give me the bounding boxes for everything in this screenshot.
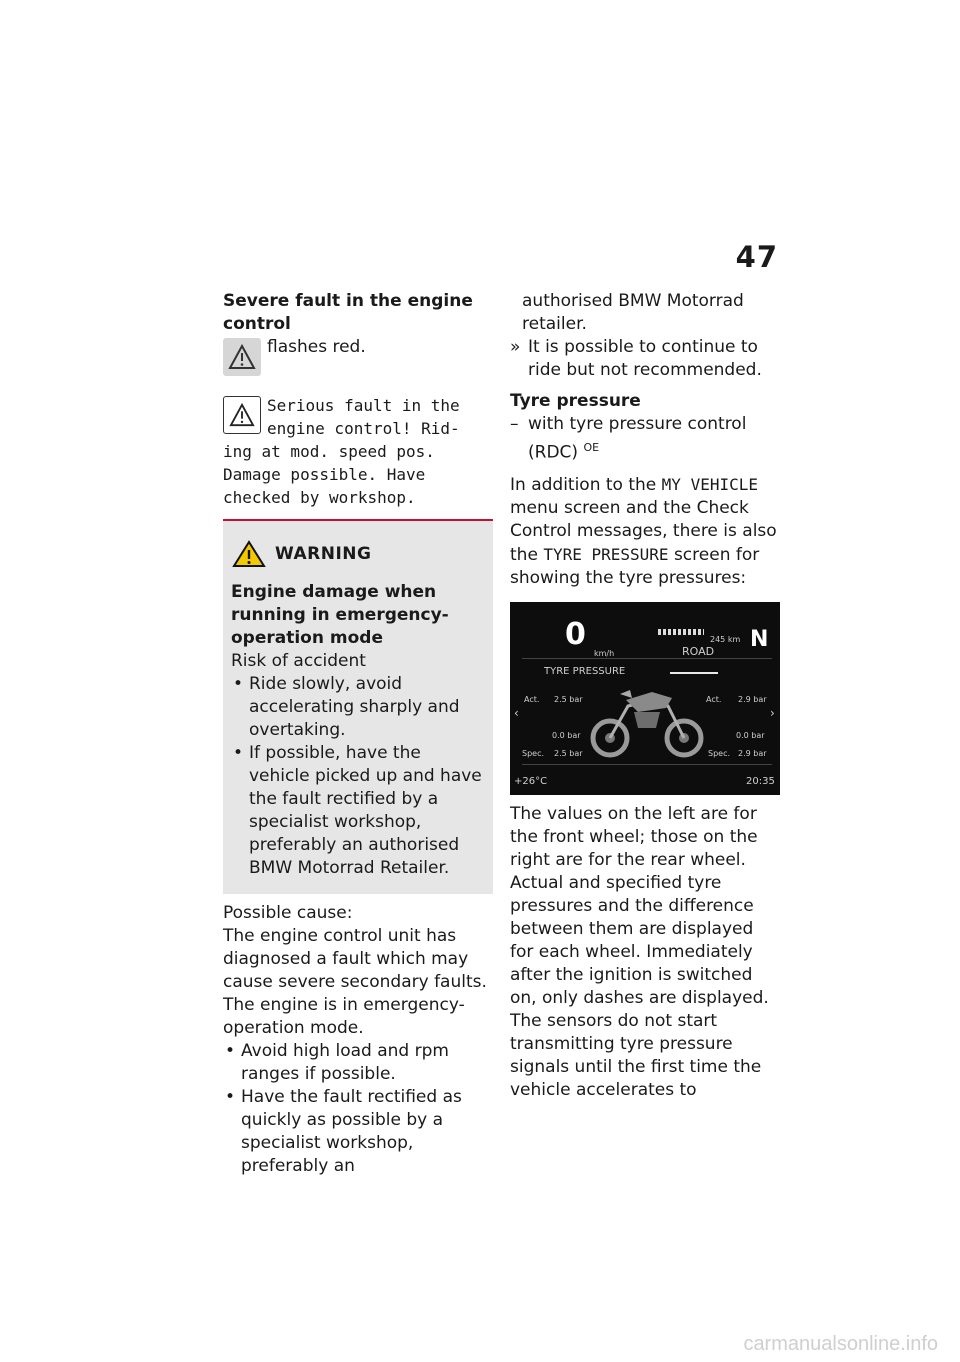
result-item: » It is possible to continue to ride but not recommended. bbox=[510, 336, 780, 382]
front-diff-value: 0.0 bar bbox=[552, 730, 581, 740]
warning-bullets bbox=[231, 673, 485, 880]
right-column bbox=[510, 290, 780, 1102]
rear-diff-value: 0.0 bar bbox=[736, 730, 765, 740]
fuel-gauge bbox=[658, 629, 704, 635]
intro-paragraph bbox=[510, 473, 780, 590]
display-message-line: Damage possible. Have bbox=[223, 465, 426, 484]
chevron-left-icon: ‹ bbox=[514, 705, 519, 720]
tyre-pressure-display-image bbox=[510, 602, 780, 795]
tyre-pressure-body: The values on the left are for the front wheel; those on the right are for the rear wheel. Actual and specified tyre pressures and the difference between them are displayed for each wheel. Immediately after the ignition is switched on, only dashes are displayed. The sensors do not start transmitting tyre pressure signals until the first time the vehicle accelerates to bbox=[510, 803, 769, 1100]
list-item: • Avoid high load and rpm ranges if possible. bbox=[223, 1040, 493, 1086]
footer-watermark: carmanualsonline.info bbox=[743, 1333, 938, 1355]
display-message bbox=[223, 394, 493, 509]
intro-screen-name: TYRE PRESSURE bbox=[543, 544, 669, 564]
continued-text: authorised BMW Motorrad retailer. bbox=[522, 291, 744, 334]
intro-text: menu screen and the Check Control messages, there is also the bbox=[510, 497, 777, 565]
warning-light-icon bbox=[223, 338, 261, 376]
rear-act-label: Act. bbox=[706, 694, 722, 704]
display-time: 20:35 bbox=[746, 775, 775, 787]
equipment-text: with tyre pressure control (RDC) bbox=[528, 414, 747, 463]
page-number: 47 bbox=[735, 240, 778, 274]
display-title: TYRE PRESSURE bbox=[544, 665, 626, 677]
warning-subtitle: Engine damage when running in emergency-operation mode bbox=[231, 582, 449, 648]
warning-box bbox=[223, 521, 493, 894]
rear-spec-label: Spec. bbox=[708, 748, 731, 758]
front-act-value: 2.5 bar bbox=[554, 694, 583, 704]
result-list bbox=[510, 336, 780, 382]
display-temperature: +26°C bbox=[514, 775, 548, 787]
equipment-item bbox=[510, 413, 780, 465]
list-item: • Ride slowly, avoid accelerating sharply and overtaking. bbox=[231, 673, 485, 742]
cause-text: The engine control unit has diagnosed a fault which may cause severe secondary faults. The engine is in emergency-operation mode. bbox=[223, 926, 487, 1038]
display-separator bbox=[522, 658, 772, 659]
display-range: 245 km bbox=[710, 634, 741, 644]
motorcycle-icon bbox=[590, 682, 706, 760]
cause-label: Possible cause: bbox=[223, 903, 353, 923]
display-bottom-separator bbox=[522, 764, 772, 765]
display-message-line: checked by workshop. bbox=[223, 488, 416, 507]
section-heading-engine-fault: Severe fault in the engine control bbox=[223, 291, 473, 334]
action-list bbox=[223, 1040, 493, 1178]
display-message-line: engine control! Rid- bbox=[267, 419, 460, 438]
rear-act-value: 2.9 bar bbox=[738, 694, 767, 704]
front-spec-value: 2.5 bar bbox=[554, 748, 583, 758]
equipment-list bbox=[510, 413, 780, 465]
display-message-line: Serious fault in the bbox=[267, 396, 460, 415]
general-warning-icon bbox=[223, 396, 261, 434]
left-column bbox=[223, 290, 493, 1178]
intro-text: screen for showing the tyre pressures: bbox=[510, 544, 760, 588]
display-speed: 0 bbox=[565, 616, 586, 652]
warning-label: WARNING bbox=[275, 543, 372, 564]
flash-text: flashes red. bbox=[267, 337, 366, 357]
front-spec-label: Spec. bbox=[522, 748, 545, 758]
display-gear: N bbox=[750, 626, 769, 652]
list-item: • Have the fault rectified as quickly as possible by a specialist workshop, preferably an bbox=[223, 1086, 493, 1178]
page-indicator bbox=[670, 672, 718, 674]
display-speed-unit: km/h bbox=[594, 648, 615, 658]
list-item: • If possible, have the vehicle picked up and have the fault rectified by a specialist workshop, preferably an authorised BMW Motorrad Retailer. bbox=[231, 742, 485, 880]
warning-title bbox=[231, 539, 485, 569]
warning-triangle-icon bbox=[231, 539, 267, 569]
rear-spec-value: 2.9 bar bbox=[738, 748, 767, 758]
display-mode: ROAD bbox=[682, 644, 715, 658]
optional-equipment-mark: OE bbox=[583, 441, 600, 454]
intro-menu-name: MY VEHICLE bbox=[661, 474, 758, 494]
warning-risk: Risk of accident bbox=[231, 651, 366, 671]
section-heading-tyre-pressure: Tyre pressure bbox=[510, 391, 641, 411]
display-message-line: ing at mod. speed pos. bbox=[223, 442, 435, 461]
front-act-label: Act. bbox=[524, 694, 540, 704]
intro-text: In addition to the bbox=[510, 474, 657, 495]
chevron-right-icon: › bbox=[770, 705, 775, 720]
